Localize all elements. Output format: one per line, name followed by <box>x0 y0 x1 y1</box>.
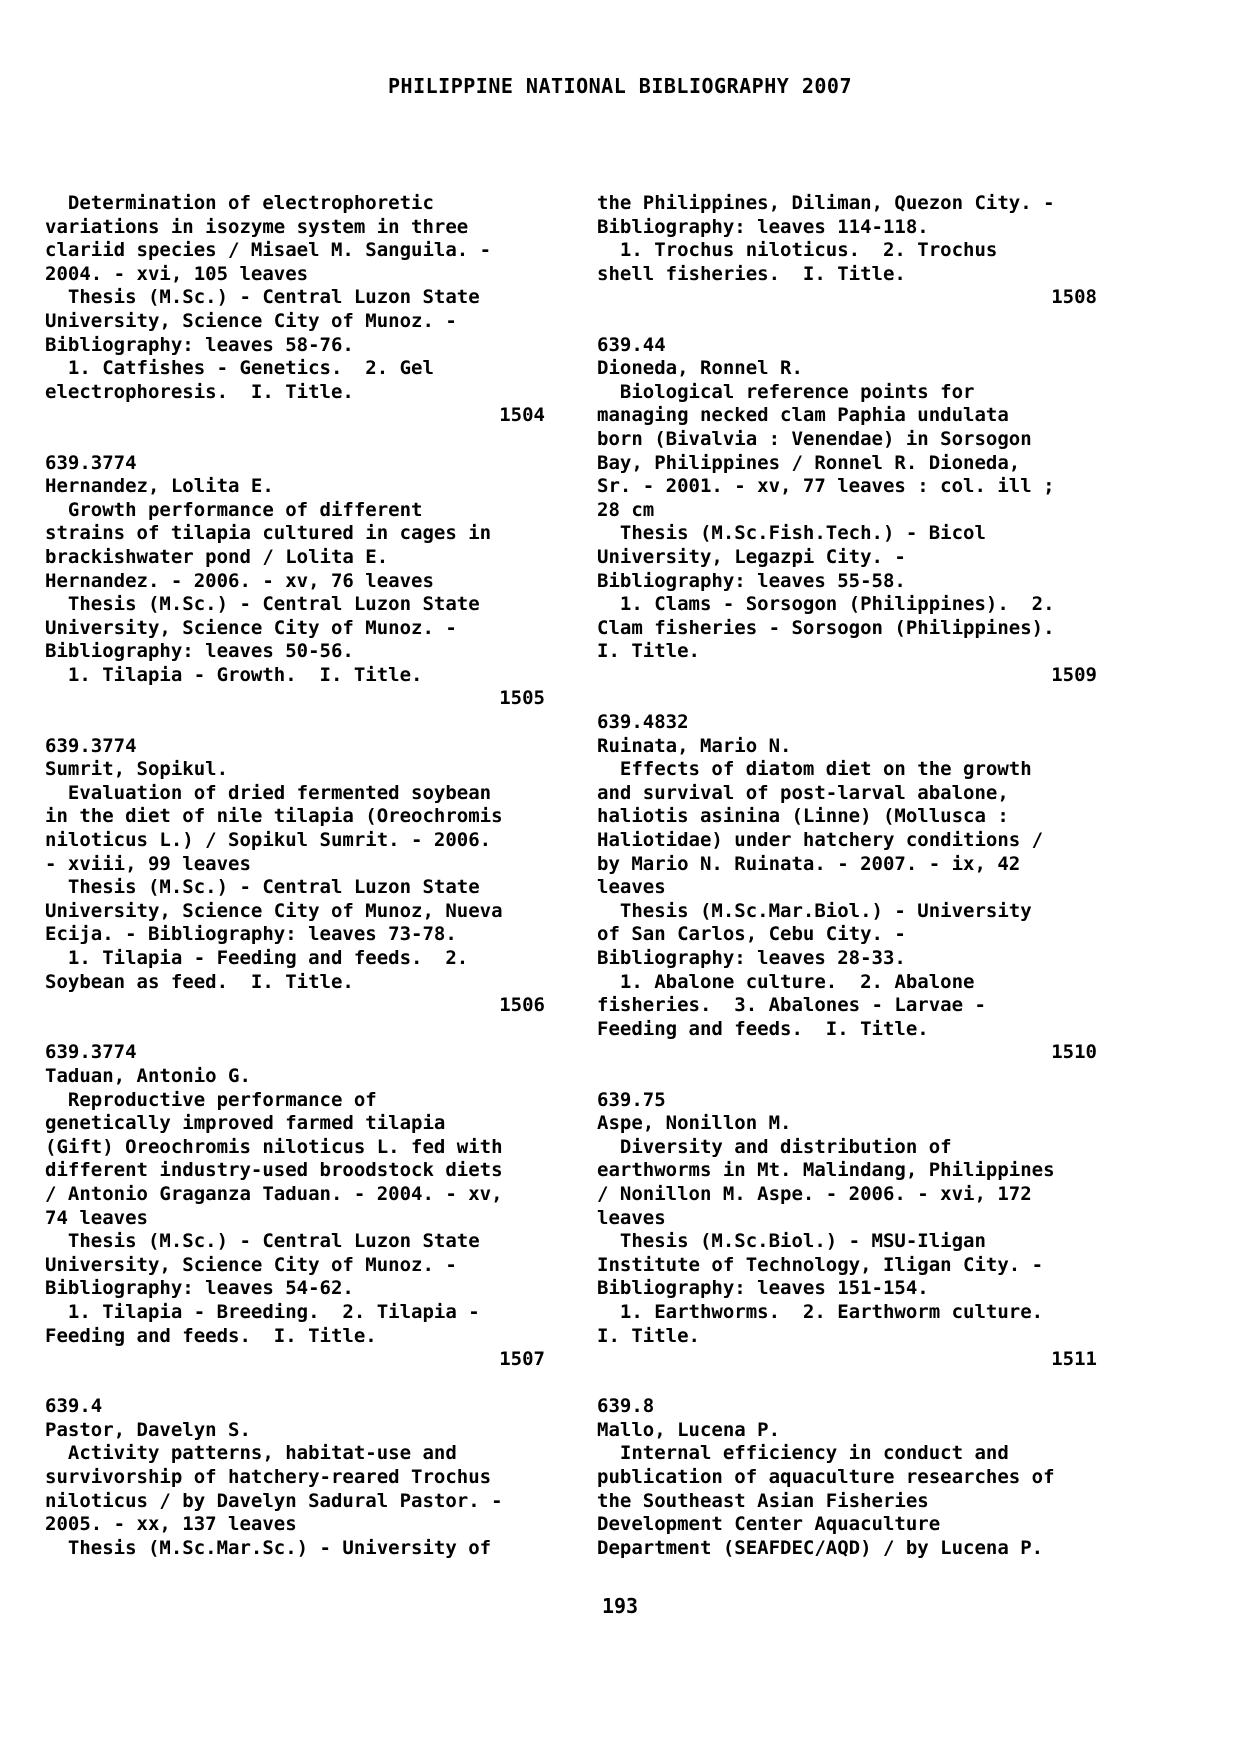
entry-line: variations in isozyme system in three <box>45 215 469 238</box>
entry-line: / Nonillon M. Aspe. - 2006. - xvi, 172 <box>597 1182 1032 1205</box>
entry-line: I. Title. <box>597 1324 700 1347</box>
entry-line: different industry-used broodstock diets <box>45 1159 503 1182</box>
bibliography-entry <box>45 192 545 428</box>
entry-line: born (Bivalvia : Venendae) in Sorsogon <box>597 427 1032 450</box>
entry-number: 1509 <box>1051 663 1097 686</box>
entry-line: publication of aquaculture researches of <box>597 1466 1055 1489</box>
entry-line: 1. Earthworms. 2. Earthworm culture. <box>597 1300 1044 1323</box>
bibliography-entry <box>45 1041 545 1371</box>
entry-line: Bibliography: leaves 151-154. <box>597 1277 929 1300</box>
entry-line: Ruinata, Mario N. <box>597 734 792 757</box>
bibliography-entry <box>597 1089 1097 1372</box>
entry-number: 1508 <box>1051 286 1097 309</box>
entry-line: Bibliography: leaves 50-56. <box>45 640 354 663</box>
entry-line: Bay, Philippines / Ronnel R. Dioneda, <box>597 451 1021 474</box>
entry-line: I. Title. <box>597 640 700 663</box>
entry-line: 74 leaves <box>45 1206 148 1229</box>
entry-line: Bibliography: leaves 114-118. <box>597 215 929 238</box>
entry-line: Sumrit, Sopikul. <box>45 758 229 781</box>
bibliography-entry <box>597 334 1097 688</box>
entry-line: of San Carlos, Cebu City. - <box>597 923 906 946</box>
entry-line: shell fisheries. I. Title. <box>597 262 906 285</box>
entry-line: 1. Abalone culture. 2. Abalone <box>597 970 975 993</box>
entry-line: Institute of Technology, Iligan City. - <box>597 1253 1044 1276</box>
entry-line: earthworms in Mt. Malindang, Philippines <box>597 1159 1055 1182</box>
entry-line: Determination of electrophoretic <box>45 192 434 214</box>
entry-line: electrophoresis. I. Title. <box>45 380 354 403</box>
entry-line: Thesis (M.Sc.Biol.) - MSU-Iligan <box>597 1230 986 1253</box>
entry-line: Feeding and feeds. I. Title. <box>45 1324 377 1347</box>
entry-line: 2005. - xx, 137 leaves <box>45 1513 297 1536</box>
entry-line: niloticus / by Davelyn Sadural Pastor. - <box>45 1489 503 1512</box>
entry-line: the Philippines, Diliman, Quezon City. - <box>597 192 1055 214</box>
left-column <box>45 192 545 1560</box>
entry-line: Bibliography: leaves 54-62. <box>45 1277 354 1300</box>
entry-line: Hernandez. - 2006. - xv, 76 leaves <box>45 569 434 592</box>
entry-line: Department (SEAFDEC/AQD) / by Lucena P. <box>597 1536 1044 1559</box>
entry-line: Sr. - 2001. - xv, 77 leaves : col. ill ; <box>597 475 1055 498</box>
entry-line: Activity patterns, habitat-use and <box>45 1442 457 1465</box>
entry-line: 639.3774 <box>45 1041 137 1064</box>
entry-line: Thesis (M.Sc.) - Central Luzon State <box>45 593 480 616</box>
right-column <box>597 192 1097 1560</box>
entry-line: genetically improved farmed tilapia <box>45 1112 446 1135</box>
bibliography-entry <box>597 711 1097 1065</box>
entry-line: University, Legazpi City. - <box>597 545 906 568</box>
entry-line: 639.4832 <box>597 711 689 734</box>
page-title: PHILIPPINE NATIONAL BIBLIOGRAPHY 2007 <box>387 74 853 98</box>
entry-line: 639.75 <box>597 1088 666 1111</box>
bibliography-entry <box>597 192 1097 310</box>
entry-line: University, Science City of Munoz. - <box>45 309 457 332</box>
entry-line: Dioneda, Ronnel R. <box>597 357 803 380</box>
entry-line: Thesis (M.Sc.) - Central Luzon State <box>45 876 480 899</box>
entry-number: 1510 <box>1051 1041 1097 1064</box>
entry-line: 1. Tilapia - Feeding and feeds. 2. <box>45 947 469 969</box>
entry-line: strains of tilapia cultured in cages in <box>45 522 492 545</box>
entry-line: Feeding and feeds. I. Title. <box>597 1017 929 1040</box>
entry-line: the Southeast Asian Fisheries <box>597 1489 929 1512</box>
entry-line: Aspe, Nonillon M. <box>597 1112 792 1135</box>
entry-line: Thesis (M.Sc.Mar.Sc.) - University of <box>45 1536 492 1559</box>
entry-line: University, Science City of Munoz. - <box>45 616 457 639</box>
entry-line: Soybean as feed. I. Title. <box>45 970 354 993</box>
entry-number: 1506 <box>499 994 545 1017</box>
entry-line: Bibliography: leaves 58-76. <box>45 333 354 356</box>
page-number: 193 <box>601 1594 639 1618</box>
entry-line: 1. Catfishes - Genetics. 2. Gel <box>45 357 434 380</box>
entry-line: Development Center Aquaculture <box>597 1513 941 1536</box>
entry-line: (Gift) Oreochromis niloticus L. fed with <box>45 1135 503 1158</box>
entry-line: 639.44 <box>597 333 666 356</box>
entry-line: Hernandez, Lolita E. <box>45 475 274 498</box>
bibliography-entry <box>45 452 545 712</box>
bibliography-entry <box>45 1395 545 1560</box>
entry-line: Reproductive performance of <box>45 1088 377 1111</box>
entry-line: Thesis (M.Sc.) - Central Luzon State <box>45 286 480 309</box>
entry-line: leaves <box>597 1206 666 1229</box>
entry-line: and survival of post-larval abalone, <box>597 781 1009 804</box>
entry-line: 1. Clams - Sorsogon (Philippines). 2. <box>597 593 1055 616</box>
entry-line: - xviii, 99 leaves <box>45 852 251 875</box>
entry-line: 28 cm <box>597 498 655 521</box>
entry-line: Biological reference points for <box>597 380 975 403</box>
entry-line: Ecija. - Bibliography: leaves 73-78. <box>45 923 457 946</box>
entry-line: brackishwater pond / Lolita E. <box>45 545 389 568</box>
entry-line: 2004. - xvi, 105 leaves <box>45 262 309 285</box>
entry-line: Haliotidae) under hatchery conditions / <box>597 829 1044 852</box>
entry-number: 1511 <box>1051 1348 1097 1371</box>
entry-line: Mallo, Lucena P. <box>597 1418 781 1441</box>
entry-line: niloticus L.) / Sopikul Sumrit. - 2006. <box>45 829 492 852</box>
entry-line: Taduan, Antonio G. <box>45 1064 251 1087</box>
entry-line: Thesis (M.Sc.Mar.Biol.) - University <box>597 899 1032 922</box>
entry-line: clariid species / Misael M. Sanguila. - <box>45 239 492 262</box>
entry-line: 1. Tilapia - Breeding. 2. Tilapia - <box>45 1300 480 1323</box>
entry-line: Pastor, Davelyn S. <box>45 1418 251 1441</box>
entry-line: 1. Trochus niloticus. 2. Trochus <box>597 239 998 262</box>
entry-line: 1. Tilapia - Growth. I. Title. <box>45 663 423 686</box>
entry-line: by Mario N. Ruinata. - 2007. - ix, 42 <box>597 852 1021 875</box>
bibliography-entry <box>45 735 545 1018</box>
entry-line: fisheries. 3. Abalones - Larvae - <box>597 994 986 1017</box>
entry-line: survivorship of hatchery-reared Trochus <box>45 1466 492 1489</box>
entry-number: 1507 <box>499 1348 545 1371</box>
entry-line: managing necked clam Paphia undulata <box>597 404 1009 427</box>
entry-line: 639.3774 <box>45 734 137 757</box>
entry-line: University, Science City of Munoz, Nueva <box>45 899 503 922</box>
entry-line: University, Science City of Munoz. - <box>45 1253 457 1276</box>
entry-line: / Antonio Graganza Taduan. - 2004. - xv, <box>45 1182 503 1205</box>
entry-line: Bibliography: leaves 55-58. <box>597 569 906 592</box>
entry-line: 639.8 <box>597 1395 655 1418</box>
entry-line: leaves <box>597 876 666 899</box>
entry-line: Growth performance of different <box>45 498 423 521</box>
entry-line: Thesis (M.Sc.) - Central Luzon State <box>45 1230 480 1253</box>
entry-line: haliotis asinina (Linne) (Mollusca : <box>597 805 1009 828</box>
entry-number: 1504 <box>499 404 545 427</box>
entry-line: Internal efficiency in conduct and <box>597 1442 1009 1465</box>
entry-line: Diversity and distribution of <box>597 1135 952 1158</box>
entry-line: Clam fisheries - Sorsogon (Philippines). <box>597 616 1055 639</box>
entry-line: 639.4 <box>45 1395 103 1418</box>
entry-line: 639.3774 <box>45 451 137 474</box>
entry-line: Thesis (M.Sc.Fish.Tech.) - Bicol <box>597 522 986 545</box>
entry-number: 1505 <box>499 687 545 710</box>
entry-line: Effects of diatom diet on the growth <box>597 758 1032 781</box>
entry-line: Evaluation of dried fermented soybean <box>45 781 492 804</box>
entry-line: in the diet of nile tilapia (Oreochromis <box>45 805 503 828</box>
bibliography-entry <box>597 1395 1097 1560</box>
entry-line: Bibliography: leaves 28-33. <box>597 947 906 969</box>
